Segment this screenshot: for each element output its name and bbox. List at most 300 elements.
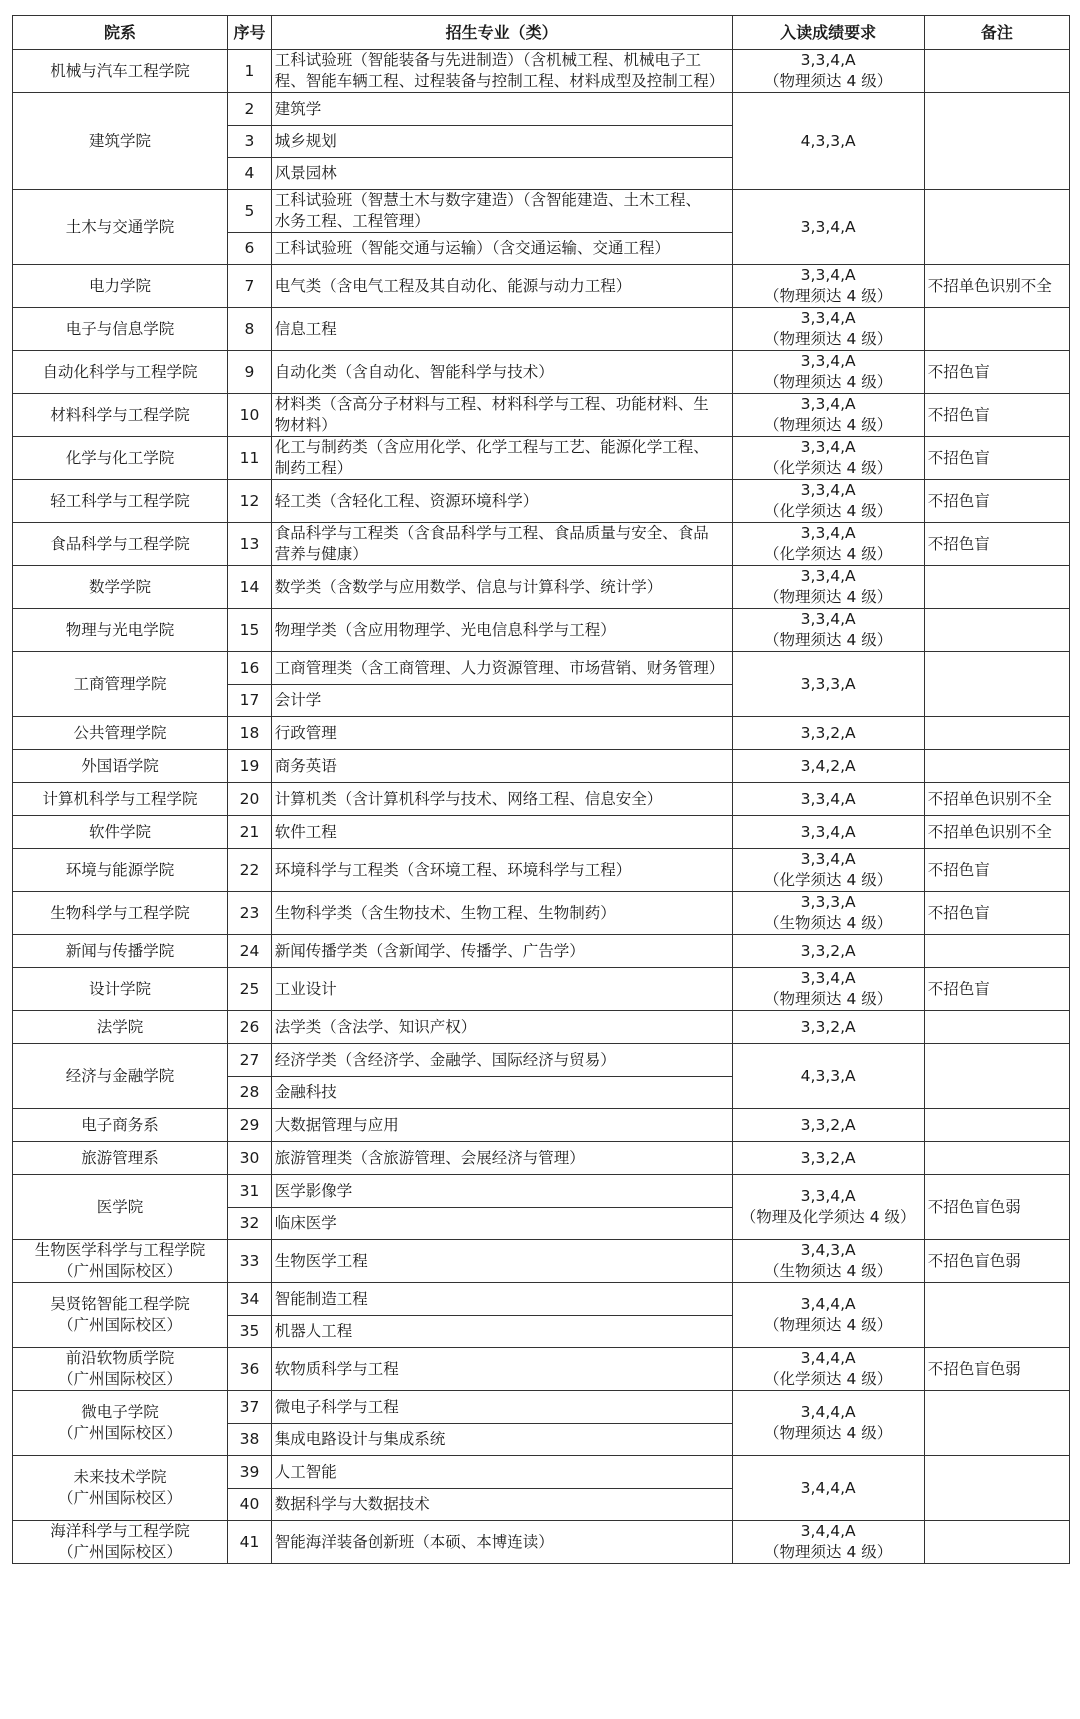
- req-cell-line: 3,3,4,A: [800, 438, 856, 456]
- no-cell: 7: [228, 265, 272, 308]
- note-cell: 不招色盲: [924, 892, 1069, 935]
- req-cell: [732, 609, 924, 652]
- dept-cell-line: 设计学院: [89, 979, 152, 998]
- major-cell: [271, 1044, 732, 1077]
- req-cell: [732, 717, 924, 750]
- no-cell: 20: [228, 783, 272, 816]
- req-cell: [732, 308, 924, 351]
- table-row: [13, 968, 1070, 1011]
- major-cell: [271, 1175, 732, 1208]
- header-no: 序号: [228, 16, 272, 50]
- no-cell: 33: [228, 1240, 272, 1283]
- dept-cell-line: 前沿软物质学院: [65, 1349, 175, 1367]
- header-req: 入读成绩要求: [732, 16, 924, 50]
- dept-cell-line: 食品科学与工程学院: [50, 534, 190, 553]
- req-cell: [732, 1283, 924, 1348]
- dept-cell-line: 土木与交通学院: [65, 217, 175, 236]
- major-cell-line: 信息工程: [274, 319, 337, 338]
- no-cell: 9: [228, 351, 272, 394]
- dept-cell-line: 数学学院: [89, 577, 152, 596]
- req-cell: [732, 892, 924, 935]
- major-cell: [271, 968, 732, 1011]
- req-cell: [732, 1044, 924, 1109]
- major-cell-line: 轻工类（含轻化工程、资源环境科学）: [274, 491, 539, 510]
- req-cell-line: 3,3,4,A: [800, 309, 856, 327]
- req-cell-line: 3,3,2,A: [800, 1148, 856, 1167]
- major-cell: [271, 1011, 732, 1044]
- major-cell: [271, 783, 732, 816]
- major-cell-line: 集成电路设计与集成系统: [274, 1430, 446, 1448]
- req-cell-line: （化学须达 4 级）: [764, 502, 893, 520]
- table-body: [13, 50, 1070, 1564]
- major-cell: [271, 935, 732, 968]
- dept-cell-line: 自动化科学与工程学院: [42, 362, 198, 381]
- dept-cell-line: 化学与化工学院: [65, 448, 175, 467]
- table-row: [13, 308, 1070, 351]
- major-cell-line: 生物医学工程: [274, 1251, 368, 1270]
- note-cell: [924, 1391, 1069, 1456]
- table-row: [13, 1175, 1070, 1208]
- dept-cell: [13, 190, 228, 265]
- major-cell: [271, 1077, 732, 1109]
- major-cell: [271, 1521, 732, 1564]
- req-cell-line: 3,3,4,A: [800, 610, 856, 628]
- major-cell: [271, 1109, 732, 1142]
- req-cell: [732, 968, 924, 1011]
- major-cell-line: 软件工程: [274, 822, 337, 841]
- major-cell-line: 会计学: [274, 691, 322, 709]
- req-cell-line: 3,4,4,A: [800, 1403, 856, 1421]
- major-cell-line: 商务英语: [274, 756, 337, 775]
- req-cell-line: 3,3,2,A: [800, 941, 856, 960]
- req-cell: [732, 1109, 924, 1142]
- major-cell: [271, 1348, 732, 1391]
- admission-table: [12, 15, 1070, 1564]
- req-cell-line: 3,4,2,A: [800, 756, 856, 775]
- major-cell: [271, 892, 732, 935]
- header-note: 备注: [924, 16, 1069, 50]
- major-cell-line: 食品科学与工程类（含食品科学与工程、食品质量与安全、食品: [274, 524, 709, 542]
- table-row: [13, 1521, 1070, 1564]
- req-cell: [732, 1175, 924, 1240]
- req-cell-line: （物理须达 4 级）: [764, 588, 893, 606]
- major-cell: [271, 1316, 732, 1348]
- major-cell-line: 制药工程）: [274, 459, 353, 477]
- table-row: [13, 816, 1070, 849]
- major-cell-line: 医学影像学: [274, 1181, 353, 1200]
- dept-cell: [13, 265, 228, 308]
- major-cell-line: 化工与制药类（含应用化学、化学工程与工艺、能源化学工程、: [274, 438, 709, 456]
- major-cell-line: 金融科技: [274, 1083, 337, 1101]
- req-cell: [732, 1521, 924, 1564]
- req-cell-line: 3,3,4,A: [800, 352, 856, 370]
- note-cell: 不招色盲: [924, 437, 1069, 480]
- major-cell: [271, 652, 732, 685]
- major-cell-line: 经济学类（含经济学、金融学、国际经济与贸易）: [274, 1050, 616, 1069]
- dept-cell-line: 材料科学与工程学院: [50, 405, 190, 424]
- req-cell-line: （物理须达 4 级）: [764, 330, 893, 348]
- req-cell-line: 3,4,4,A: [800, 1522, 856, 1540]
- major-cell: [271, 523, 732, 566]
- table-row: [13, 1011, 1070, 1044]
- dept-cell-line: 机械与汽车工程学院: [50, 61, 190, 80]
- note-cell: [924, 1456, 1069, 1521]
- table-row: [13, 480, 1070, 523]
- note-cell: 不招色盲: [924, 394, 1069, 437]
- note-cell: [924, 717, 1069, 750]
- dept-cell: [13, 935, 228, 968]
- major-cell: [271, 566, 732, 609]
- header-major: 招生专业（类）: [271, 16, 732, 50]
- req-cell-line: （物理须达 4 级）: [764, 1543, 893, 1561]
- major-cell: [271, 1489, 732, 1521]
- req-cell-line: （化学须达 4 级）: [764, 545, 893, 563]
- major-cell-line: 自动化类（含自动化、智能科学与技术）: [274, 362, 554, 381]
- major-cell-line: 法学类（含法学、知识产权）: [274, 1017, 477, 1036]
- no-cell: 14: [228, 566, 272, 609]
- dept-cell-line: 海洋科学与工程学院: [50, 1522, 190, 1540]
- major-cell-line: 工科试验班（智慧土木与数字建造）（含智能建造、土木工程、: [274, 191, 702, 209]
- req-cell-line: 3,3,4,A: [800, 789, 856, 808]
- table-row: [13, 652, 1070, 685]
- note-cell: [924, 1142, 1069, 1175]
- major-cell-line: 物理学类（含应用物理学、光电信息科学与工程）: [274, 620, 616, 639]
- dept-cell: [13, 1142, 228, 1175]
- dept-cell-line: 生物医学科学与工程学院: [34, 1241, 206, 1259]
- note-cell: [924, 190, 1069, 265]
- note-cell: [924, 566, 1069, 609]
- dept-cell-line: （广州国际校区）: [58, 1543, 183, 1561]
- major-cell: [271, 233, 732, 265]
- major-cell: [271, 93, 732, 126]
- dept-cell: [13, 437, 228, 480]
- dept-cell: [13, 609, 228, 652]
- no-cell: 21: [228, 816, 272, 849]
- table-row: [13, 1391, 1070, 1424]
- dept-cell-line: 法学院: [96, 1017, 144, 1036]
- major-cell: [271, 1142, 732, 1175]
- major-cell-line: 建筑学: [274, 99, 322, 118]
- dept-cell: [13, 717, 228, 750]
- req-cell-line: （物理须达 4 级）: [764, 990, 893, 1008]
- major-cell-line: 人工智能: [274, 1462, 337, 1481]
- req-cell: [732, 1011, 924, 1044]
- major-cell-line: 软物质科学与工程: [274, 1359, 399, 1378]
- no-cell: 4: [228, 158, 272, 190]
- dept-cell: [13, 849, 228, 892]
- no-cell: 27: [228, 1044, 272, 1077]
- req-cell-line: （物理须达 4 级）: [764, 287, 893, 305]
- dept-cell-line: 软件学院: [89, 822, 152, 841]
- req-cell-line: 4,3,3,A: [800, 131, 856, 150]
- major-cell: [271, 394, 732, 437]
- major-cell: [271, 50, 732, 93]
- table-row: [13, 1044, 1070, 1077]
- major-cell: [271, 437, 732, 480]
- req-cell-line: 3,4,3,A: [800, 1241, 856, 1259]
- dept-cell-line: 计算机科学与工程学院: [42, 789, 198, 808]
- table-row: [13, 935, 1070, 968]
- req-cell: [732, 652, 924, 717]
- header-row: [13, 16, 1070, 50]
- table-row: [13, 1142, 1070, 1175]
- no-cell: 3: [228, 126, 272, 158]
- major-cell: [271, 480, 732, 523]
- dept-cell: [13, 1044, 228, 1109]
- no-cell: 40: [228, 1489, 272, 1521]
- major-cell: [271, 126, 732, 158]
- req-cell-line: 3,3,4,A: [800, 51, 856, 69]
- dept-cell: [13, 1391, 228, 1456]
- dept-cell: [13, 1283, 228, 1348]
- dept-cell-line: （广州国际校区）: [58, 1262, 183, 1280]
- dept-cell: [13, 1175, 228, 1240]
- table-row: [13, 750, 1070, 783]
- no-cell: 31: [228, 1175, 272, 1208]
- major-cell-line: 工科试验班（智能装备与先进制造）（含机械工程、机械电子工: [274, 51, 702, 69]
- note-cell: [924, 1283, 1069, 1348]
- req-cell-line: 3,4,4,A: [800, 1349, 856, 1367]
- req-cell-line: 3,3,4,A: [800, 524, 856, 542]
- major-cell: [271, 816, 732, 849]
- req-cell: [732, 351, 924, 394]
- req-cell: [732, 566, 924, 609]
- major-cell-line: 材料类（含高分子材料与工程、材料科学与工程、功能材料、生: [274, 395, 709, 413]
- table-row: [13, 566, 1070, 609]
- major-cell-line: 微电子科学与工程: [274, 1397, 399, 1416]
- dept-cell-line: 环境与能源学院: [65, 860, 175, 879]
- note-cell: 不招色盲: [924, 849, 1069, 892]
- req-cell-line: 3,3,4,A: [800, 481, 856, 499]
- note-cell: 不招色盲: [924, 523, 1069, 566]
- req-cell-line: 3,3,4,A: [800, 969, 856, 987]
- no-cell: 12: [228, 480, 272, 523]
- note-cell: [924, 1521, 1069, 1564]
- req-cell-line: 3,3,4,A: [800, 850, 856, 868]
- major-cell: [271, 750, 732, 783]
- no-cell: 36: [228, 1348, 272, 1391]
- dept-cell: [13, 652, 228, 717]
- req-cell: [732, 1391, 924, 1456]
- req-cell-line: 3,3,4,A: [800, 567, 856, 585]
- req-cell: [732, 50, 924, 93]
- major-cell: [271, 1283, 732, 1316]
- dept-cell-line: （广州国际校区）: [58, 1370, 183, 1388]
- dept-cell-line: 外国语学院: [81, 756, 159, 775]
- req-cell-line: （物理须达 4 级）: [764, 416, 893, 434]
- dept-cell-line: 医学院: [96, 1197, 144, 1216]
- no-cell: 13: [228, 523, 272, 566]
- dept-cell-line: 工商管理学院: [73, 674, 167, 693]
- req-cell-line: （物理须达 4 级）: [764, 1424, 893, 1442]
- major-cell-line: 新闻传播学类（含新闻学、传播学、广告学）: [274, 941, 585, 960]
- dept-cell-line: 公共管理学院: [73, 723, 167, 742]
- req-cell-line: 3,3,4,A: [800, 395, 856, 413]
- dept-cell-line: （广州国际校区）: [58, 1489, 183, 1507]
- major-cell-line: 程、智能车辆工程、过程装备与控制工程、材料成型及控制工程）: [274, 72, 725, 90]
- table-row: [13, 892, 1070, 935]
- req-cell: [732, 1142, 924, 1175]
- dept-cell-line: （广州国际校区）: [58, 1424, 183, 1442]
- dept-cell: [13, 93, 228, 190]
- note-cell: 不招单色识别不全: [924, 265, 1069, 308]
- dept-cell-line: 建筑学院: [89, 131, 152, 150]
- req-cell-line: 3,3,2,A: [800, 1115, 856, 1134]
- dept-cell: [13, 892, 228, 935]
- table-row: [13, 1348, 1070, 1391]
- req-cell: [732, 523, 924, 566]
- dept-cell-line: 轻工科学与工程学院: [50, 491, 190, 510]
- req-cell-line: （化学须达 4 级）: [764, 871, 893, 889]
- no-cell: 32: [228, 1208, 272, 1240]
- table-row: [13, 351, 1070, 394]
- req-cell-line: 3,3,2,A: [800, 723, 856, 742]
- note-cell: 不招色盲: [924, 480, 1069, 523]
- dept-cell-line: 新闻与传播学院: [65, 941, 175, 960]
- dept-cell: [13, 1456, 228, 1521]
- dept-cell-line: 生物科学与工程学院: [50, 903, 190, 922]
- req-cell-line: 3,3,3,A: [800, 893, 856, 911]
- major-cell-line: 数据科学与大数据技术: [274, 1495, 430, 1513]
- note-cell: [924, 93, 1069, 190]
- major-cell-line: 智能制造工程: [274, 1289, 368, 1308]
- dept-cell-line: 微电子学院: [81, 1403, 159, 1421]
- no-cell: 28: [228, 1077, 272, 1109]
- req-cell: [732, 265, 924, 308]
- major-cell-line: 数学类（含数学与应用数学、信息与计算科学、统计学）: [274, 577, 663, 596]
- table-row: [13, 1109, 1070, 1142]
- req-cell: [732, 1456, 924, 1521]
- note-cell: 不招单色识别不全: [924, 816, 1069, 849]
- req-cell-line: （生物须达 4 级）: [764, 1262, 893, 1280]
- no-cell: 6: [228, 233, 272, 265]
- major-cell-line: 工科试验班（智能交通与运输）（含交通运输、交通工程）: [274, 239, 671, 257]
- no-cell: 11: [228, 437, 272, 480]
- major-cell: [271, 1456, 732, 1489]
- no-cell: 35: [228, 1316, 272, 1348]
- major-cell-line: 计算机类（含计算机科学与技术、网络工程、信息安全）: [274, 789, 663, 808]
- major-cell-line: 风景园林: [274, 164, 337, 182]
- table-row: [13, 609, 1070, 652]
- req-cell: [732, 394, 924, 437]
- major-cell-line: 行政管理: [274, 723, 337, 742]
- dept-cell-line: 物理与光电学院: [65, 620, 175, 639]
- major-cell-line: 环境科学与工程类（含环境工程、环境科学与工程）: [274, 860, 632, 879]
- dept-cell: [13, 480, 228, 523]
- note-cell: 不招色盲色弱: [924, 1348, 1069, 1391]
- note-cell: [924, 1044, 1069, 1109]
- table-row: [13, 1240, 1070, 1283]
- no-cell: 17: [228, 685, 272, 717]
- major-cell-line: 工商管理类（含工商管理、人力资源管理、市场营销、财务管理）: [274, 658, 725, 677]
- no-cell: 16: [228, 652, 272, 685]
- major-cell-line: 城乡规划: [274, 132, 337, 150]
- req-cell: [732, 93, 924, 190]
- no-cell: 5: [228, 190, 272, 233]
- dept-cell-line: 电子与信息学院: [65, 319, 175, 338]
- req-cell-line: 4,3,3,A: [800, 1066, 856, 1085]
- req-cell-line: 3,3,3,A: [800, 674, 856, 693]
- req-cell: [732, 1240, 924, 1283]
- major-cell-line: 营养与健康）: [274, 545, 368, 563]
- major-cell-line: 电气类（含电气工程及其自动化、能源与动力工程）: [274, 276, 632, 295]
- no-cell: 41: [228, 1521, 272, 1564]
- table-row: [13, 190, 1070, 233]
- dept-cell: [13, 351, 228, 394]
- dept-cell-line: 电子商务系: [81, 1115, 159, 1134]
- dept-cell: [13, 50, 228, 93]
- table-row: [13, 394, 1070, 437]
- major-cell: [271, 308, 732, 351]
- table-row: [13, 849, 1070, 892]
- table-row: [13, 93, 1070, 126]
- req-cell-line: 3,3,4,A: [800, 217, 856, 236]
- note-cell: 不招色盲色弱: [924, 1240, 1069, 1283]
- req-cell-line: （化学须达 4 级）: [764, 1370, 893, 1388]
- table-row: [13, 1456, 1070, 1489]
- dept-cell: [13, 783, 228, 816]
- req-cell-line: 3,3,4,A: [800, 266, 856, 284]
- no-cell: 30: [228, 1142, 272, 1175]
- major-cell: [271, 717, 732, 750]
- req-cell-line: （物理及化学须达 4 级）: [740, 1208, 916, 1226]
- table-row: [13, 437, 1070, 480]
- major-cell: [271, 609, 732, 652]
- note-cell: 不招色盲: [924, 351, 1069, 394]
- table-row: [13, 717, 1070, 750]
- dept-cell: [13, 1109, 228, 1142]
- table-row: [13, 783, 1070, 816]
- no-cell: 10: [228, 394, 272, 437]
- major-cell: [271, 685, 732, 717]
- major-cell: [271, 190, 732, 233]
- no-cell: 25: [228, 968, 272, 1011]
- dept-cell-line: （广州国际校区）: [58, 1316, 183, 1334]
- req-cell: [732, 816, 924, 849]
- no-cell: 18: [228, 717, 272, 750]
- dept-cell: [13, 394, 228, 437]
- note-cell: [924, 609, 1069, 652]
- req-cell-line: 3,3,4,A: [800, 1187, 856, 1205]
- req-cell-line: 3,3,2,A: [800, 1017, 856, 1036]
- req-cell: [732, 750, 924, 783]
- req-cell-line: 3,4,4,A: [800, 1478, 856, 1497]
- dept-cell-line: 电力学院: [89, 276, 152, 295]
- req-cell-line: （物理须达 4 级）: [764, 1316, 893, 1334]
- major-cell-line: 物材料）: [274, 416, 337, 434]
- note-cell: 不招色盲: [924, 968, 1069, 1011]
- req-cell: [732, 1348, 924, 1391]
- note-cell: 不招单色识别不全: [924, 783, 1069, 816]
- no-cell: 23: [228, 892, 272, 935]
- note-cell: [924, 308, 1069, 351]
- req-cell-line: （生物须达 4 级）: [764, 914, 893, 932]
- req-cell: [732, 190, 924, 265]
- no-cell: 34: [228, 1283, 272, 1316]
- major-cell-line: 旅游管理类（含旅游管理、会展经济与管理）: [274, 1148, 585, 1167]
- no-cell: 29: [228, 1109, 272, 1142]
- dept-cell-line: 未来技术学院: [73, 1468, 167, 1486]
- major-cell-line: 机器人工程: [274, 1322, 353, 1340]
- major-cell: [271, 1424, 732, 1456]
- dept-cell: [13, 1521, 228, 1564]
- no-cell: 38: [228, 1424, 272, 1456]
- major-cell: [271, 1208, 732, 1240]
- dept-cell: [13, 1240, 228, 1283]
- dept-cell-line: 旅游管理系: [81, 1148, 159, 1167]
- dept-cell: [13, 1348, 228, 1391]
- table-row: [13, 50, 1070, 93]
